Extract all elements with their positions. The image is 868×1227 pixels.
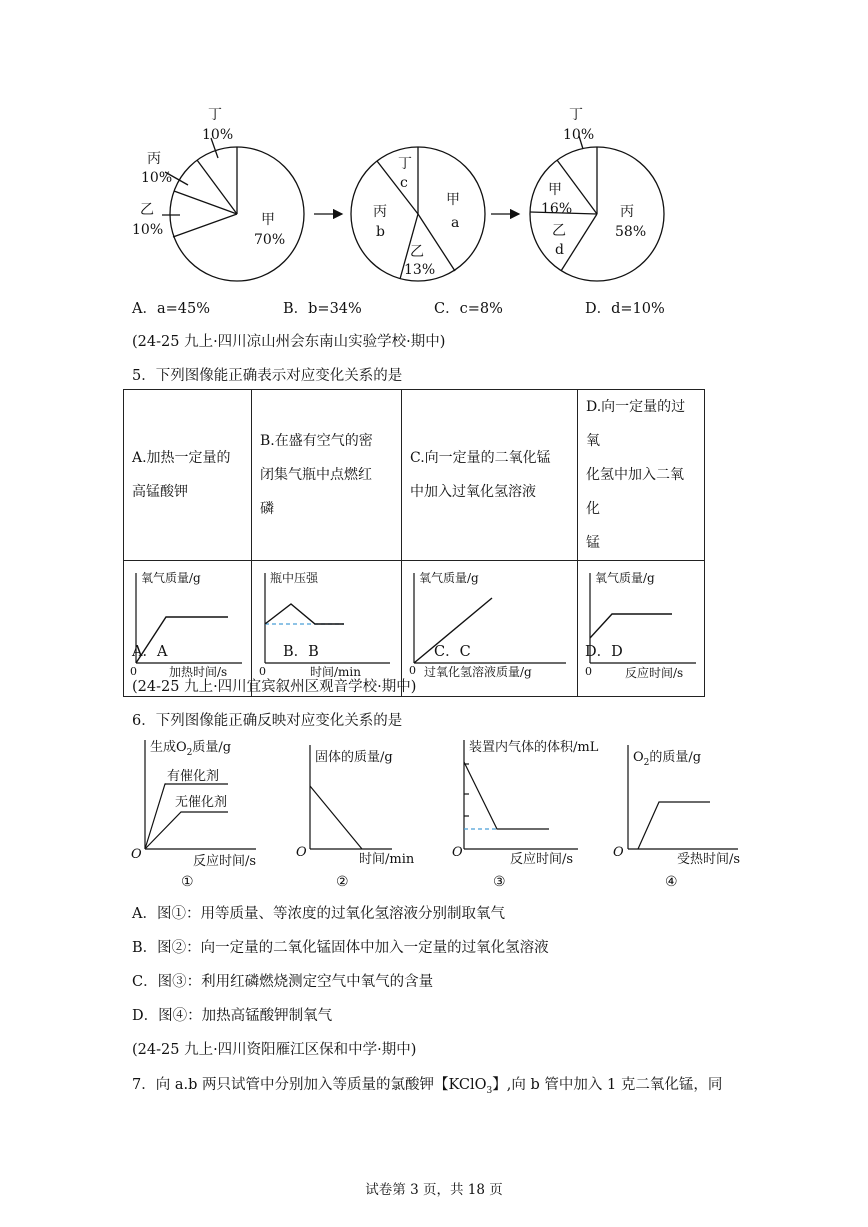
pie2-value-c: c bbox=[400, 175, 408, 191]
q5-a-xlabel: 加热时间/s bbox=[169, 665, 228, 679]
q5-stem: 5．下列图像能正确表示对应变化关系的是 bbox=[132, 368, 403, 384]
q5-source: (24-25 九上·四川凉山州会东南山实验学校·期中) bbox=[132, 334, 446, 350]
pie1-value-ding: 10% bbox=[202, 127, 234, 143]
pie1-label-bing: 丙 bbox=[147, 151, 161, 167]
q5-d-ylabel: 氧气质量/g bbox=[595, 571, 655, 585]
pie3-value-bing: 58% bbox=[615, 224, 647, 240]
pie3-label-bing: 丙 bbox=[620, 204, 634, 220]
q6-g4-xlabel: 受热时间/s bbox=[677, 852, 741, 867]
q5-graph-d bbox=[578, 561, 704, 683]
q5-graph-b bbox=[252, 561, 401, 683]
q6-source: (24-25 九上·四川宜宾叙州区观音学校·期中) bbox=[132, 679, 417, 695]
q6-option-d[interactable]: D．图④：加热高锰酸钾制氧气 bbox=[132, 1008, 333, 1024]
q6-g2-xlabel: 时间/min bbox=[359, 852, 415, 867]
pie-chart-1 bbox=[162, 138, 304, 281]
q6-g3-num: ③ bbox=[493, 874, 506, 890]
q5-option-d[interactable]: D．D bbox=[585, 644, 623, 660]
q6-g4-origin: O bbox=[613, 845, 624, 860]
q6-g2-origin: O bbox=[296, 845, 307, 860]
q5-graph-c-cell bbox=[402, 561, 578, 697]
q4-option-c[interactable]: C．c=8% bbox=[434, 301, 503, 317]
q5-header-b: B.在盛有空气的密 闭集气瓶中点燃红 磷 bbox=[252, 390, 402, 561]
pie1-value-bing: 10% bbox=[141, 170, 173, 186]
pie2-label-yi: 乙 bbox=[410, 244, 424, 260]
pie1-value-jia: 70% bbox=[254, 232, 286, 248]
q5-d-curve bbox=[590, 614, 672, 638]
q5-b-curve bbox=[265, 604, 344, 624]
pie1-label-yi: 乙 bbox=[140, 202, 154, 218]
q5-b-xlabel: 时间/min bbox=[310, 665, 361, 679]
pie2-value-b: b bbox=[376, 224, 385, 240]
q5-graph-a bbox=[124, 561, 251, 683]
pie3-value-jia: 16% bbox=[541, 201, 573, 217]
pie2-label-ding: 丁 bbox=[398, 156, 412, 172]
q5-graph-c bbox=[402, 561, 577, 683]
pie-chart-2 bbox=[351, 147, 485, 281]
q6-g4-num: ④ bbox=[665, 874, 678, 890]
q6-option-a[interactable]: A．图①：用等质量、等浓度的过氧化氢溶液分别制取氧气 bbox=[132, 906, 505, 922]
q6-g1-curve-label-1: 有催化剂 bbox=[167, 769, 220, 784]
pie3-label-yi: 乙 bbox=[552, 223, 566, 239]
q5-d-xlabel: 反应时间/s bbox=[625, 666, 684, 680]
q4-option-d[interactable]: D．d=10% bbox=[585, 301, 665, 317]
q5-header-a: A.加热一定量的 高锰酸钾 bbox=[124, 390, 252, 561]
q5-a-ylabel: 氧气质量/g bbox=[141, 571, 201, 585]
q5-option-c[interactable]: C．C bbox=[434, 644, 471, 660]
pie1-value-yi: 10% bbox=[132, 222, 164, 238]
q5-option-a[interactable]: A．A bbox=[132, 644, 168, 660]
q7-source: (24-25 九上·四川资阳雁江区保和中学·期中) bbox=[132, 1042, 417, 1058]
q4-option-b[interactable]: B．b=34% bbox=[283, 301, 362, 317]
pie-charts-figure bbox=[0, 100, 868, 290]
q6-g1-xlabel: 反应时间/s bbox=[193, 854, 257, 869]
pie1-label-jia: 甲 bbox=[261, 212, 275, 228]
pie3-value-ding: 10% bbox=[563, 127, 595, 143]
q5-graph-d-cell bbox=[578, 561, 705, 697]
q6-g3-xlabel: 反应时间/s bbox=[510, 852, 574, 867]
q5-header-d: D.向一定量的过氧 化氢中加入二氧化 锰 bbox=[578, 390, 705, 561]
pie3-label-ding: 丁 bbox=[569, 107, 583, 123]
q6-stem: 6．下列图像能正确反映对应变化关系的是 bbox=[132, 713, 403, 729]
q6-g1-num: ① bbox=[181, 874, 194, 890]
q6-g4-ylabel: $O_2$的质量/g bbox=[633, 750, 702, 768]
q5-option-b[interactable]: B．B bbox=[283, 644, 319, 660]
q5-d-origin: 0 bbox=[585, 665, 592, 678]
pie3-label-jia: 甲 bbox=[548, 182, 562, 198]
pie2-label-bing: 丙 bbox=[373, 204, 387, 220]
q7-stem: 7．向 a.b 两只试管中分别加入等质量的氯酸钾【KClO$_3$】,向 b 管中加入 1 克二氧化锰，同 bbox=[132, 1077, 723, 1096]
pie1-label-ding: 丁 bbox=[208, 107, 222, 123]
q5-a-origin: 0 bbox=[130, 665, 137, 678]
q6-graph-3 bbox=[464, 740, 578, 849]
q6-g2-num: ② bbox=[336, 874, 349, 890]
q5-header-c: C.向一定量的二氧化锰 中加入过氧化氢溶液 bbox=[402, 390, 578, 561]
q6-figure bbox=[0, 730, 868, 890]
pie3-value-d: d bbox=[555, 242, 564, 258]
q5-c-ylabel: 氧气质量/g bbox=[419, 571, 479, 585]
q6-g1-origin: O bbox=[131, 847, 142, 862]
pie2-value-yi: 13% bbox=[404, 262, 436, 278]
page-footer: 试卷第 3 页，共 18 页 bbox=[365, 1182, 503, 1198]
q4-option-a[interactable]: A．a=45% bbox=[132, 301, 210, 317]
pie2-value-a: a bbox=[451, 215, 460, 231]
pie2-label-jia: 甲 bbox=[446, 192, 460, 208]
q6-option-b[interactable]: B．图②：向一定量的二氧化锰固体中加入一定量的过氧化氢溶液 bbox=[132, 940, 549, 956]
q5-c-xlabel: 过氧化氢溶液质量/g bbox=[424, 665, 532, 679]
q5-b-ylabel: 瓶中压强 bbox=[270, 571, 319, 585]
q6-g1-curve-label-2: 无催化剂 bbox=[175, 795, 228, 810]
q5-b-origin: 0 bbox=[259, 665, 266, 678]
q6-g1-ylabel: 生成$O_2$质量/g bbox=[150, 740, 232, 758]
q6-g2-ylabel: 固体的质量/g bbox=[315, 750, 393, 765]
q6-option-c[interactable]: C．图③：利用红磷燃烧测定空气中氧气的含量 bbox=[132, 974, 434, 990]
q6-g3-ylabel: 装置内气体的体积/mL bbox=[469, 740, 599, 755]
q5-c-origin: 0 bbox=[409, 664, 416, 677]
q6-g3-origin: O bbox=[452, 845, 463, 860]
